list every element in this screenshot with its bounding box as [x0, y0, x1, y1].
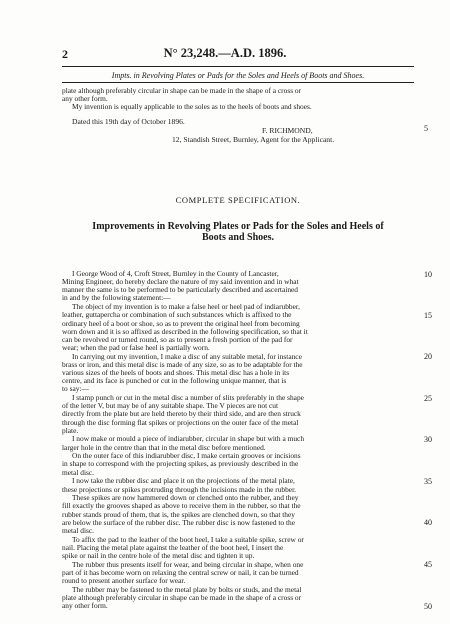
- dated-line: Dated this 19th day of October 1896.: [72, 117, 185, 126]
- body-line: On the outer face of this indiarubber disc, I make certain grooves or incisions: [72, 452, 301, 461]
- body-line: part of it has become worn on relaxing the central screw or nail, it can be turned: [62, 568, 299, 577]
- line-number: 20: [424, 352, 432, 362]
- body-line: larger hole in the centre than that in the metal disc before mentioned.: [62, 443, 266, 452]
- body-line: To affix the pad to the leather of the boot heel, I take a suitable spike, screw or: [72, 535, 304, 544]
- body-line: plate although preferably circular in shape can be made in the shape of a cross or: [62, 593, 302, 602]
- line-number: 45: [424, 560, 432, 570]
- body-line: manner the same is to be performed to be particularly described and ascertained: [62, 286, 298, 295]
- body-line: any other form.: [62, 602, 108, 610]
- body-line: The rubber thus presents itself for wear, and being circular in shape, when one: [72, 560, 304, 569]
- line-number: 25: [424, 393, 432, 403]
- body-line: can be revolved or turned round, so as to present a fresh portion of the pad for: [62, 335, 293, 344]
- running-subtitle: Impts. in Revolving Plates or Pads for the Soles and Heels of Boots and Shoes.: [111, 71, 365, 80]
- line-number: 5: [424, 124, 428, 133]
- body-line: various sizes of the heels of boots and shoes. This metal disc has a hole in its: [62, 369, 290, 377]
- provisional-line: any other form.: [62, 95, 108, 103]
- body-line: centre, and its face is punched or cut in the following unique manner, that is: [62, 377, 287, 386]
- header-rule-top: [62, 66, 414, 67]
- body-line: directly from the plate but are held thereto by their third side, and are then struck: [62, 410, 301, 419]
- body-line: worn down and it is so affixed as described in the following specification, so that it: [62, 327, 308, 336]
- body-line: I now make or mould a piece of indiarubber, circular in shape but with a much: [72, 435, 305, 444]
- body-line: These spikes are now hammered down or clenched onto the rubber, and they: [72, 494, 299, 503]
- body-line: to say:—: [62, 385, 89, 394]
- running-title: N° 23,248.—A.D. 1896.: [163, 46, 287, 60]
- body-line: of the letter V, but may be of any suitable shape. The V pieces are not cut: [62, 402, 279, 411]
- body-line: wear; when the pad or false heel is partially worn.: [62, 343, 210, 352]
- body-line: through the disc forming flat spikes or projections on the outer face of the metal: [62, 418, 299, 427]
- body-line: I George Wood of 4, Croft Street, Burnley in the County of Lancaster,: [72, 270, 279, 278]
- line-number: 30: [424, 434, 432, 444]
- body-line: The rubber may be fastened to the metal plate by bolts or studs, and the metal: [72, 585, 302, 594]
- line-number: 10: [424, 269, 432, 279]
- body-line: plate.: [62, 426, 79, 435]
- specification-title-line-1: Improvements in Revolving Plates or Pads for the Soles and Heels of: [92, 221, 384, 232]
- complete-specification-label: COMPLETE SPECIFICATION.: [175, 195, 301, 205]
- page-number: 2: [62, 47, 68, 61]
- body-line: brass or iron, and this metal disc is made of any size, so as to be adaptable for the: [62, 360, 303, 369]
- provisional-line: My invention is equally applicable to the soles as to the heels of boots and shoes.: [72, 103, 312, 111]
- body-line: in shape to correspond with the projecting spikes, as previously described in the: [62, 460, 299, 469]
- body-line: Mining Engineer, do hereby declare the nature of my said invention and in what: [62, 278, 299, 287]
- line-number: 35: [424, 476, 432, 486]
- body-line: nail. Placing the metal plate against the leather of the boot heel, I insert the: [62, 543, 284, 552]
- specification-title-line-2: Boots and Shoes.: [202, 232, 274, 243]
- body-line: round to present another surface for wear.: [62, 576, 186, 585]
- body-line: I stamp punch or cut in the metal disc a number of slits preferably in the shape: [72, 394, 304, 402]
- body-line: are below the surface of the rubber disc. The rubber disc is now fastened to the: [62, 518, 295, 527]
- body-line: I now take the rubber disc and place it on the projections of the metal plate,: [72, 477, 295, 486]
- body-line: rubber stands proud of them, that is, the spikes are clenched down, so that they: [62, 510, 295, 519]
- line-number: 15: [424, 310, 432, 320]
- body-line: metal disc.: [62, 468, 95, 477]
- signature-name: F. RICHMOND,: [262, 126, 313, 135]
- line-number: 50: [424, 601, 432, 611]
- body-line: ordinary heel of a boot or shoe, so as to prevent the original heel from becoming: [62, 319, 300, 328]
- body-line: these projections or spikes protruding through the incisions made in the rubber.: [62, 485, 296, 494]
- body-line: spike or nail in the centre hole of the metal disc and tighten it up.: [62, 551, 255, 560]
- provisional-line: plate although preferably circular in shape can be made in the shape of a cross or: [62, 87, 302, 95]
- header-rule-bottom: [62, 82, 414, 83]
- signature-address: 12, Standish Street, Burnley, Agent for the Applicant.: [172, 135, 335, 144]
- body-line: fill exactly the grooves shaped as above to receive them in the rubber, so that the: [62, 502, 301, 511]
- body-line: leather, guttapercha or combination of such substances which is affixed to the: [62, 311, 292, 320]
- body-line: In carrying out my invention, I make a disc of any suitable metal, for instance: [72, 352, 302, 361]
- body-line: metal disc.: [62, 526, 95, 535]
- line-number: 40: [424, 518, 432, 528]
- body-line: The object of my invention is to make a false heel or heel pad of indiarubber,: [72, 303, 300, 312]
- body-line: in and by the following statement:—: [62, 294, 171, 303]
